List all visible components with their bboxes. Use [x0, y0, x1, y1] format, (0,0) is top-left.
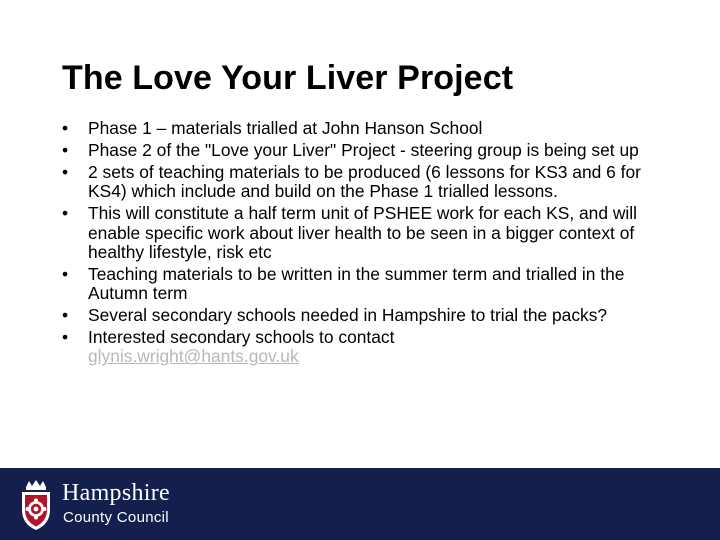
bullet-text: 2 sets of teaching materials to be produced (6 lessons for KS3 and 6 for KS4) which include and build on the Phase 1 trialled lessons.: [88, 161, 641, 202]
bullet-text: Several secondary schools needed in Hampshire to trial the packs?: [88, 305, 608, 326]
bullet-text: This will constitute a half term unit of PSHEE work for each KS, and will enable specific work about liver health to be seen in a bigger context of healthy lifestyle, risk etc: [88, 203, 637, 262]
bullet-marker: •: [61, 327, 69, 348]
footer-bar: [0, 468, 720, 540]
brand-subtitle: County Council: [63, 509, 169, 526]
brand-name: Hampshire: [62, 480, 171, 506]
contact-email-link[interactable]: glynis.wright@hants.gov.uk: [88, 346, 299, 367]
bullet-item: [58, 328, 668, 367]
bullet-text: Phase 2 of the "Love your Liver" Project - steering group is being set up: [88, 139, 639, 160]
bullet-item: [58, 119, 668, 138]
bullet-text: Interested secondary schools to contact: [88, 327, 395, 348]
bullet-item: [58, 265, 668, 304]
bullet-item: [58, 204, 668, 262]
bullet-item: [58, 306, 668, 325]
bullet-text: Phase 1 – materials trialled at John Hanson School: [88, 118, 483, 138]
hampshire-crest-icon: [18, 478, 54, 532]
bullet-item: [58, 141, 668, 160]
bullet-marker: •: [61, 203, 69, 224]
bullet-marker: •: [61, 139, 69, 160]
bullet-marker: •: [61, 263, 69, 284]
bullet-marker: •: [61, 118, 69, 138]
bullet-marker: •: [61, 161, 69, 182]
slide-title: The Love Your Liver Project: [62, 59, 514, 97]
bullet-text: Teaching materials to be written in the summer term and trialled in the Autumn term: [88, 263, 625, 304]
bullet-list: [58, 119, 668, 369]
bullet-marker: •: [61, 305, 69, 326]
bullet-item: [58, 163, 668, 202]
